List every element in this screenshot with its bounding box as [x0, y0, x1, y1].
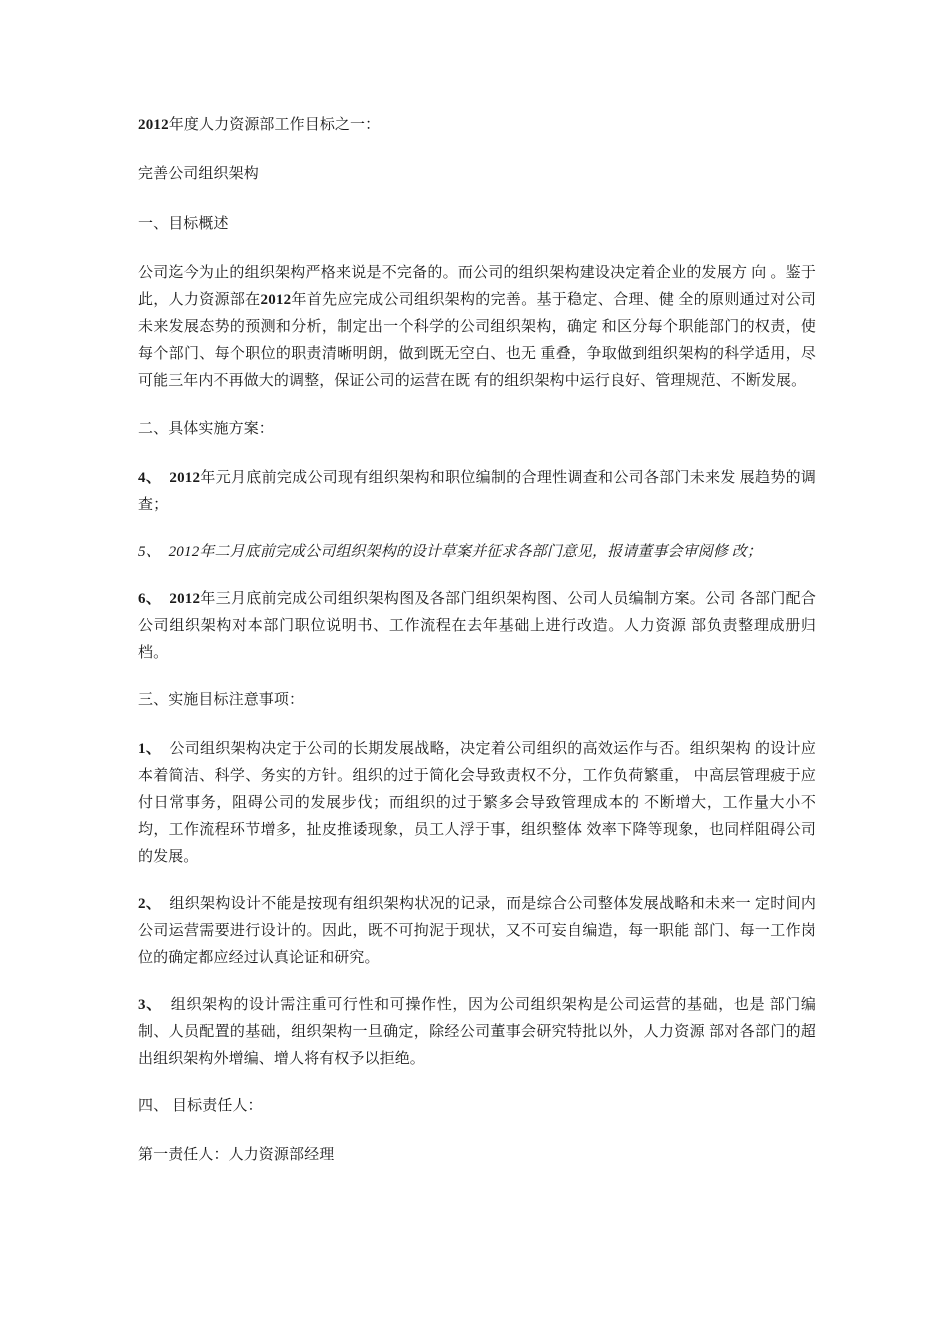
- implementation-item-5: [138, 539, 816, 566]
- notice-item-1-text: 公司组织架构决定于公司的长期发展战略，决定着公司组织的高效运作与否。组织架构 的设计应本着简洁、科学、务实的方针。组织的过于简化会导致责权不分，工作负荷繁重， 中高层管理疲于应付日常事务，阻碍公司的发展步伐；而组织的过于繁多会导致管理成本的 不断增大，工作量大小不均，工作流程环节增多，扯皮推诿现象，员工人浮于事，组织整体 效率下降等现象，也同样阻碍公司的发展。: [138, 741, 816, 865]
- implementation-item-4-marker: 4、: [138, 470, 162, 486]
- notice-item-3-text: 组织架构的设计需注重可行性和可操作性，因为公司组织架构是公司运营的基础，也是 部门编制、人员配置的基础，组织架构一旦确定，除经公司董事会研究特批以外，人力资源 部对各部门的超出组织架构外增编、增人将有权予以拒绝。: [138, 997, 817, 1067]
- document-subtitle: 完善公司组织架构: [138, 166, 259, 182]
- responsible-person-first: 第一责任人：人力资源部经理: [138, 1147, 335, 1163]
- overview-paragraph-part1: 公司迄今为止的组织架构严格来说是不完备的。而公司的组织架构建设决定着企业的发展方 向 。鉴于此，人力资源部在: [138, 265, 816, 308]
- section-heading-implementation: 二、具体实施方案：: [138, 421, 274, 437]
- document-title: [138, 112, 816, 139]
- implementation-item-5-text: 年二月底前完成公司组织架构的设计草案并征求各部门意见，报请董事会审阅修 改；: [199, 544, 762, 560]
- notice-item-3-marker: 3、: [138, 997, 162, 1013]
- implementation-item-4: [138, 465, 816, 519]
- notice-item-2: [138, 891, 816, 972]
- implementation-item-6-year: 2012: [169, 591, 201, 607]
- section-heading-notices: 三、实施目标注意事项：: [138, 692, 305, 708]
- implementation-item-6: [138, 586, 816, 667]
- overview-paragraph-part2: 年首先应完成公司组织架构的完善。基于稳定、合理、健 全的原则通过对公司未来发展态势的预测和分析，制定出一个科学的公司组织架构，确定 和区分每个职能部门的权责，使每个部门、每个职位的职责清晰明朗，做到既无空白、也无 重叠，争取做到组织架构的科学适用，尽可能三年内不再做大的调整，保证公司的运营在既 有的组织架构中运行良好、管理规范、不断发展。: [138, 292, 816, 389]
- document-body: [138, 112, 816, 1169]
- implementation-item-4-text: 年元月底前完成公司现有组织架构和职位编制的合理性调查和公司各部门未来发 展趋势的调查；: [138, 470, 817, 513]
- overview-paragraph: [138, 260, 816, 395]
- section-heading-overview: 一、目标概述: [138, 216, 229, 232]
- implementation-item-5-year: 2012: [168, 544, 200, 560]
- notice-item-2-marker: 2、: [138, 896, 162, 912]
- implementation-item-5-marker: 5、: [138, 544, 161, 560]
- implementation-item-6-text: 年三月底前完成公司组织架构图及各部门组织架构图、公司人员编制方案。公司 各部门配合公司组织架构对本部门职位说明书、工作流程在去年基础上进行改造。人力资源 部负责整理成册归档。: [138, 591, 817, 661]
- section-heading-responsible: 四、 目标责任人：: [138, 1098, 263, 1114]
- notice-item-2-text: 组织架构设计不能是按现有组织架构状况的记录，而是综合公司整体发展战略和未来一 定时间内公司运营需要进行设计的。因此，既不可拘泥于现状，又不可妄自编造，每一职能 部门、每一工作岗位的确定都应经过认真论证和研究。: [138, 896, 816, 966]
- notice-item-1-marker: 1、: [138, 741, 162, 757]
- notice-item-1: [138, 736, 816, 871]
- notice-item-3: [138, 992, 816, 1073]
- implementation-item-6-marker: 6、: [138, 591, 162, 607]
- document-title-year: 2012: [138, 117, 169, 133]
- document-title-text: 年度人力资源部工作目标之一：: [168, 117, 381, 133]
- overview-paragraph-year: 2012: [260, 292, 292, 308]
- implementation-item-4-year: 2012: [169, 470, 201, 486]
